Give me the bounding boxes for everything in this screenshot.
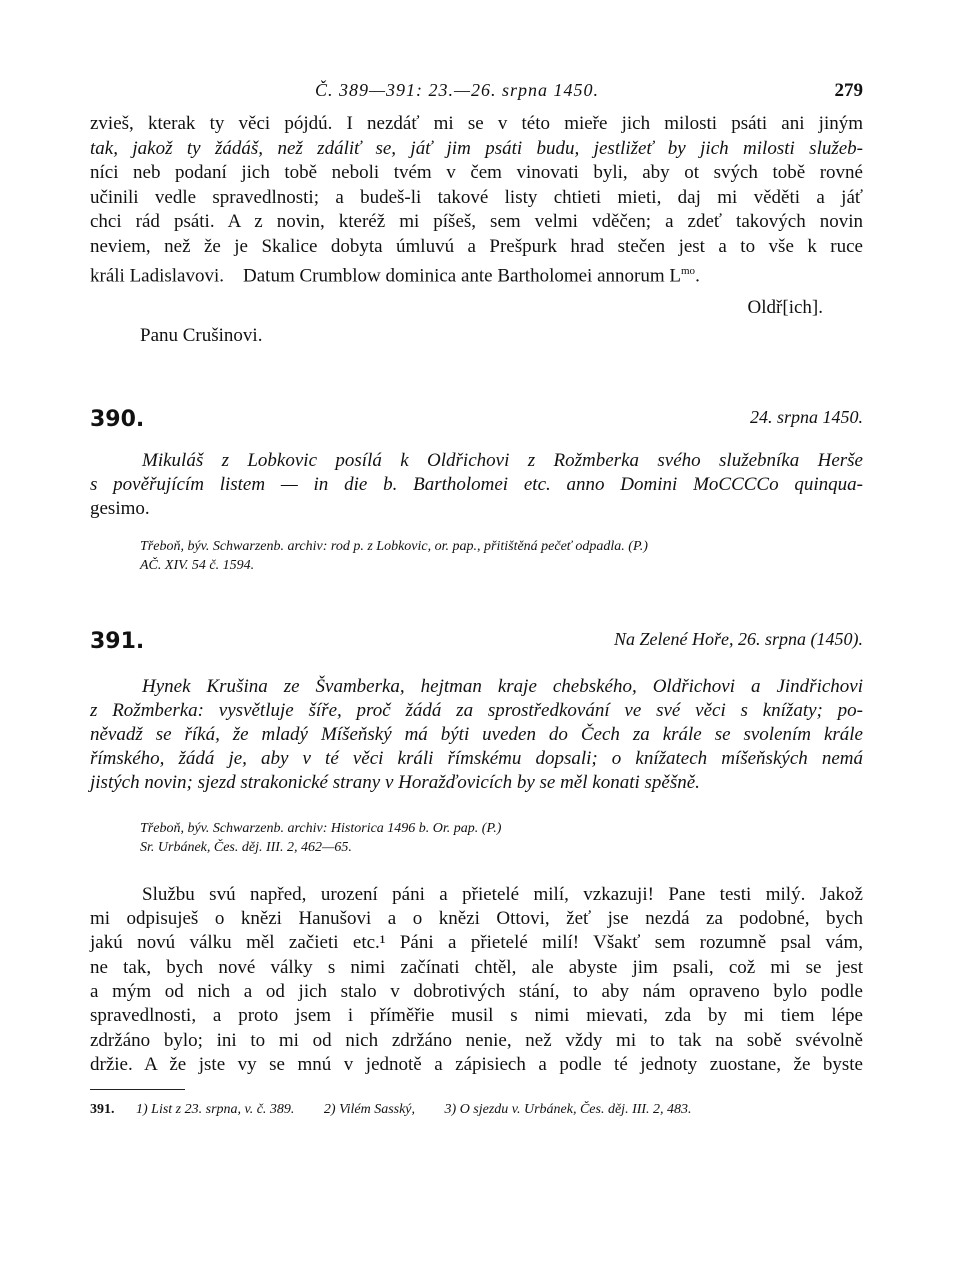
letter-line: mi odpisuješ o knězi Hanušovi a o knězi Ottovi, žeť jse nezdá za podobné, bych bbox=[90, 908, 863, 930]
text-line: níci neb podaní jich tobě neboli tvém v čem vinovati byli, aby ot svých tobě rovné bbox=[90, 162, 863, 183]
letter-line: a mým od nich a od jich stalo v dobrotivých stání, to aby nám opraveno bylo podle bbox=[90, 981, 863, 1003]
entry-391-summary bbox=[90, 675, 863, 795]
letter-line: Službu svú napřed, urození páni a přietelé milí, vzkazuji! Pane testi milý. Jakož bbox=[142, 883, 863, 905]
summary-line: Mikuláš z Lobkovic posílá k Oldřichovi z Rožmberka svého služebníka Herše bbox=[142, 449, 863, 471]
entry-391-letter bbox=[90, 883, 863, 1077]
summary-line: gesimo. bbox=[90, 497, 150, 519]
entry-391-header bbox=[90, 629, 863, 657]
summary-line: římského, žádá je, aby v té věci králi římskému dopsali; o knížatech míšeňských nemá bbox=[90, 747, 863, 769]
summary-line: něvadž se říká, že mladý Míšeňský má býti uveden do Čech za krále se svolením krále bbox=[90, 723, 863, 745]
source-line: Sr. Urbánek, Čes. děj. III. 2, 462—65. bbox=[140, 839, 352, 855]
entry-390-summary bbox=[90, 449, 863, 521]
text-line: tak, jakož ty žádáš, než zdáliť se, jáť jim psáti budu, jestližeť by jich milosti služeb- bbox=[90, 137, 863, 159]
address: Panu Crušinovi. bbox=[140, 324, 263, 346]
footnotes bbox=[90, 1102, 863, 1118]
footnote: 1) List z 23. srpna, v. č. 389. bbox=[136, 1102, 295, 1118]
summary-line: s pověřujícím listem — in die b. Bartholomei etc. anno Domini MoCCCCo quinqua- bbox=[90, 473, 863, 495]
entry-number: 390. bbox=[90, 406, 145, 432]
entry-390-header bbox=[90, 407, 863, 435]
letter-line: ne tak, bych nové války s nimi začínati chtěl, ale abyste jim psali, což mi se jest bbox=[90, 956, 863, 978]
source-line: AČ. XIV. 54 č. 1594. bbox=[140, 557, 255, 573]
text-line: králi Ladislavovi. Datum Crumblow dominica ante Bartholomei annorum L bbox=[90, 265, 681, 287]
superscript: mo bbox=[681, 265, 696, 277]
header-title: Č. 389—391: 23.—26. srpna 1450. bbox=[315, 80, 600, 100]
summary-line: z Rožmberka: vysvětluje šíře, proč žádá za sprostředkování ve své věci s knížaty; po- bbox=[90, 699, 863, 721]
entry-number: 391. bbox=[90, 628, 145, 654]
text-line: zvieš, kterak ty věci pójdú. I nezdáť mi se v této mieře jich milosti psáti ani jiným bbox=[90, 113, 863, 134]
summary-line: Hynek Krušina ze Švamberka, hejtman kraje chebského, Oldřichovi a Jindřichovi bbox=[142, 675, 863, 697]
letter-line: držie. A že jste vy se mnú v jednotě a zápisiech a podle té jednoty zuostane, že byste bbox=[90, 1053, 863, 1075]
summary-line: jistých novin; sjezd strakonické strany v Horažďovicích by se měl konati spěšně. bbox=[90, 771, 700, 793]
letter-line: spravedlnosti, a proto jsem i příměřie musil s nimi mievati, zda by mi tiem lépe bbox=[90, 1005, 863, 1027]
signature: Oldř[ich]. bbox=[747, 296, 823, 318]
letter-line: jakú novú válku měl začieti etc.¹ Páni a přietelé milí! Všakť sem rozumně psal vám, bbox=[90, 932, 863, 954]
letter-line: zdržáno bylo; ini to mi od nich zdržáno nenie, než vždy mi to tak na sobě svévolně bbox=[90, 1029, 863, 1051]
line-end: . bbox=[695, 265, 700, 287]
page-number: 279 bbox=[834, 80, 863, 101]
document-page bbox=[90, 80, 863, 1118]
continued-letter-text bbox=[90, 112, 863, 289]
entry-date: 24. srpna 1450. bbox=[749, 406, 863, 427]
text-line: učinili vedle spravedlnosti; a budeš-li takové listy chtieti mieti, daj mi věděti a jáť bbox=[90, 186, 863, 208]
footnote-entry-number: 391. bbox=[90, 1102, 115, 1118]
entry-391-source bbox=[90, 819, 863, 857]
running-header bbox=[90, 80, 863, 110]
signature-block bbox=[90, 289, 863, 359]
entry-date: Na Zelené Hoře, 26. srpna (1450). bbox=[614, 628, 863, 649]
source-line: Třeboň, býv. Schwarzenb. archiv: rod p. z Lobkovic, or. pap., přitištěná pečeť odpadla. (P.) bbox=[140, 538, 648, 554]
text-line: chci rád psáti. A z novin, kteréž mi píšeš, sem velmi vděčen; a zdeť takových novin bbox=[90, 211, 863, 232]
footnote: 2) Vilém Sasský, bbox=[323, 1102, 416, 1118]
footnote: 3) O sjezdu v. Urbánek, Čes. děj. III. 2, 483. bbox=[444, 1102, 692, 1118]
source-line: Třeboň, býv. Schwarzenb. archiv: Historica 1496 b. Or. pap. (P.) bbox=[140, 820, 502, 836]
footnote-divider bbox=[90, 1089, 185, 1090]
text-line-final bbox=[90, 259, 863, 289]
text-line: neviem, než že je Skalice dobyta úmluvú a Prešpurk hrad stečen jest a to vše k ruce bbox=[90, 235, 863, 257]
entry-390-source bbox=[90, 537, 863, 575]
